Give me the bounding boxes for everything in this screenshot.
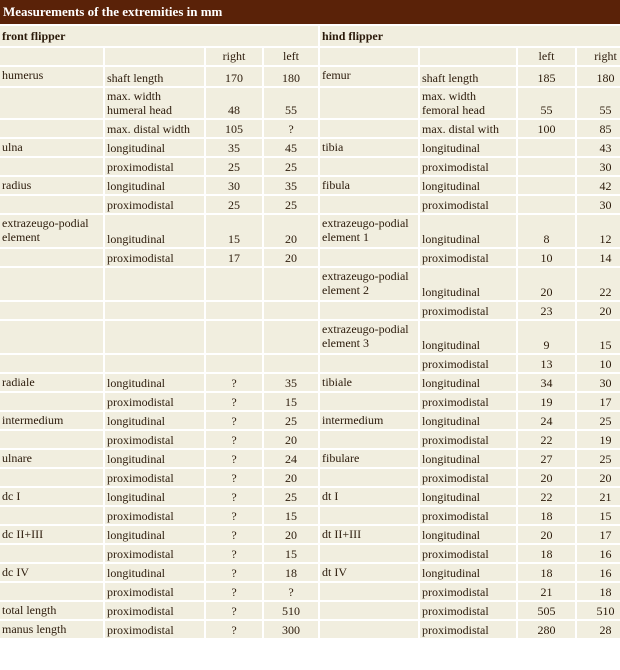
hind-left-value: 18 [518,564,575,581]
front-measure-cell: proximodistal [105,196,204,213]
hind-measure-cell: proximodistal [420,196,516,213]
table-row [0,450,620,467]
front-left-value: 24 [264,450,318,467]
front-bone-cell [0,431,103,448]
blank-cell [320,48,418,65]
hind-left-value: 505 [518,602,575,619]
table-row [0,431,620,448]
front-bone-cell: total length [0,602,103,619]
front-flipper-header: front flipper [0,26,318,46]
front-measure-cell: longitudinal [105,177,204,194]
hind-left-value: 20 [518,469,575,486]
front-measure-cell: max. distal width [105,120,204,137]
front-left-value [264,268,318,300]
front-col-right: right [206,48,262,65]
front-bone-cell: radius [0,177,103,194]
front-measure-cell: longitudinal [105,526,204,543]
hind-right-value: 55 [577,88,620,118]
hind-right-value: 20 [577,302,620,319]
hind-measure-cell: shaft length [420,67,516,86]
front-bone-cell [0,302,103,319]
front-bone-cell [0,88,103,118]
front-left-value: 20 [264,249,318,266]
table-row [0,526,620,543]
hind-measure-cell: proximodistal [420,302,516,319]
front-measure-cell: proximodistal [105,545,204,562]
hind-right-value: 30 [577,196,620,213]
front-left-value: 300 [264,621,318,638]
hind-right-value: 18 [577,583,620,600]
front-measure-cell: proximodistal [105,583,204,600]
hind-right-value: 14 [577,249,620,266]
front-measure-cell: longitudinal [105,215,204,247]
front-bone-cell: ulna [0,139,103,156]
hind-right-value: 28 [577,621,620,638]
front-bone-cell: ulnare [0,450,103,467]
front-right-value: ? [206,412,262,429]
hind-measure-cell: proximodistal [420,507,516,524]
hind-bone-cell: extrazeugo-podial element 2 [320,268,418,300]
table-row [0,158,620,175]
front-right-value: ? [206,583,262,600]
hind-bone-cell [320,393,418,410]
hind-left-value [518,177,575,194]
front-left-value: 35 [264,177,318,194]
hind-left-value: 27 [518,450,575,467]
hind-flipper-header: hind flipper [320,26,620,46]
front-bone-cell: manus length [0,621,103,638]
front-left-value: 25 [264,158,318,175]
front-right-value: ? [206,393,262,410]
hind-left-value [518,158,575,175]
hind-bone-cell [320,120,418,137]
hind-bone-cell [320,158,418,175]
hind-right-value: 510 [577,602,620,619]
hind-measure-cell: proximodistal [420,158,516,175]
front-bone-cell: extrazeugo-podial element [0,215,103,247]
front-left-value [264,302,318,319]
front-left-value: 20 [264,215,318,247]
table-row [0,215,620,247]
hind-col-right: right [577,48,620,65]
front-bone-cell [0,393,103,410]
front-right-value [206,321,262,353]
hind-measure-cell: proximodistal [420,355,516,372]
hind-left-value: 13 [518,355,575,372]
hind-left-value: 22 [518,488,575,505]
front-right-value: 15 [206,215,262,247]
column-header-row [0,48,620,65]
front-bone-cell [0,321,103,353]
front-left-value: 18 [264,564,318,581]
hind-right-value: 17 [577,393,620,410]
front-right-value: 35 [206,139,262,156]
hind-bone-cell: fibula [320,177,418,194]
front-measure-cell: proximodistal [105,431,204,448]
front-measure-cell: longitudinal [105,374,204,391]
hind-right-value: 180 [577,67,620,86]
front-bone-cell: humerus [0,67,103,86]
table-row [0,88,620,118]
front-right-value [206,355,262,372]
blank-cell [105,48,204,65]
front-left-value: ? [264,583,318,600]
front-measure-cell: proximodistal [105,393,204,410]
hind-measure-cell: longitudinal [420,488,516,505]
table-row [0,321,620,353]
front-right-value: 30 [206,177,262,194]
blank-cell [0,48,103,65]
table-row [0,545,620,562]
hind-bone-cell: dt I [320,488,418,505]
front-left-value [264,321,318,353]
hind-measure-cell: max. width femoral head [420,88,516,118]
hind-measure-cell: longitudinal [420,374,516,391]
front-measure-cell: max. width humeral head [105,88,204,118]
front-left-value: 45 [264,139,318,156]
hind-bone-cell [320,196,418,213]
front-right-value: ? [206,488,262,505]
front-right-value: 170 [206,67,262,86]
front-right-value: ? [206,469,262,486]
front-measure-cell: proximodistal [105,507,204,524]
hind-col-left: left [518,48,575,65]
front-right-value [206,268,262,300]
table-row [0,621,620,638]
hind-bone-cell: tibia [320,139,418,156]
front-bone-cell [0,120,103,137]
front-bone-cell [0,355,103,372]
front-right-value: 25 [206,158,262,175]
hind-bone-cell [320,469,418,486]
hind-left-value: 185 [518,67,575,86]
hind-measure-cell: max. distal with [420,120,516,137]
hind-right-value: 25 [577,450,620,467]
front-left-value: 180 [264,67,318,86]
hind-bone-cell [320,621,418,638]
hind-left-value [518,196,575,213]
hind-right-value: 12 [577,215,620,247]
front-measure-cell: longitudinal [105,450,204,467]
table-row [0,139,620,156]
table-row [0,412,620,429]
front-right-value: ? [206,564,262,581]
table-row [0,177,620,194]
front-measure-cell: proximodistal [105,158,204,175]
hind-bone-cell [320,355,418,372]
hind-right-value: 30 [577,158,620,175]
hind-left-value: 19 [518,393,575,410]
front-bone-cell: dc IV [0,564,103,581]
hind-right-value: 22 [577,268,620,300]
hind-bone-cell [320,431,418,448]
front-measure-cell: longitudinal [105,139,204,156]
hind-measure-cell: proximodistal [420,431,516,448]
front-right-value: ? [206,526,262,543]
hind-left-value: 20 [518,268,575,300]
front-bone-cell [0,507,103,524]
table-row [0,583,620,600]
front-left-value: 15 [264,545,318,562]
front-bone-cell [0,268,103,300]
hind-right-value: 15 [577,321,620,353]
front-bone-cell [0,196,103,213]
hind-right-value: 30 [577,374,620,391]
hind-left-value: 24 [518,412,575,429]
hind-bone-cell: tibiale [320,374,418,391]
hind-measure-cell: proximodistal [420,621,516,638]
front-left-value: 35 [264,374,318,391]
hind-left-value [518,139,575,156]
front-left-value: 15 [264,507,318,524]
hind-bone-cell: femur [320,67,418,86]
hind-left-value: 18 [518,545,575,562]
hind-measure-cell: longitudinal [420,177,516,194]
front-left-value: 55 [264,88,318,118]
hind-right-value: 15 [577,507,620,524]
hind-bone-cell: dt II+III [320,526,418,543]
front-bone-cell: radiale [0,374,103,391]
front-bone-cell [0,158,103,175]
hind-right-value: 17 [577,526,620,543]
hind-left-value: 20 [518,526,575,543]
table-row [0,374,620,391]
table-row [0,393,620,410]
hind-left-value: 280 [518,621,575,638]
hind-left-value: 21 [518,583,575,600]
front-right-value: ? [206,545,262,562]
front-bone-cell [0,583,103,600]
front-right-value: ? [206,621,262,638]
hind-bone-cell [320,302,418,319]
hind-bone-cell [320,583,418,600]
hind-left-value: 23 [518,302,575,319]
front-measure-cell: proximodistal [105,602,204,619]
front-measure-cell: shaft length [105,67,204,86]
front-measure-cell [105,355,204,372]
front-right-value [206,302,262,319]
front-right-value: ? [206,374,262,391]
hind-left-value: 9 [518,321,575,353]
hind-right-value: 42 [577,177,620,194]
front-left-value: 20 [264,526,318,543]
table-row [0,302,620,319]
hind-right-value: 16 [577,564,620,581]
front-measure-cell: longitudinal [105,488,204,505]
section-header-row [0,26,620,46]
front-right-value: ? [206,450,262,467]
table-row [0,564,620,581]
hind-right-value: 20 [577,469,620,486]
table-row [0,67,620,86]
front-right-value: ? [206,602,262,619]
hind-measure-cell: proximodistal [420,469,516,486]
front-right-value: ? [206,507,262,524]
table-row [0,268,620,300]
table-row [0,355,620,372]
front-left-value: 25 [264,412,318,429]
front-measure-cell: proximodistal [105,621,204,638]
measurements-table [0,24,620,640]
hind-measure-cell: longitudinal [420,321,516,353]
hind-measure-cell: longitudinal [420,412,516,429]
front-measure-cell: proximodistal [105,249,204,266]
front-bone-cell [0,545,103,562]
hind-right-value: 85 [577,120,620,137]
front-measure-cell [105,302,204,319]
hind-right-value: 16 [577,545,620,562]
front-bone-cell [0,249,103,266]
hind-measure-cell: longitudinal [420,215,516,247]
front-left-value: 25 [264,196,318,213]
hind-bone-cell [320,88,418,118]
hind-right-value: 25 [577,412,620,429]
hind-left-value: 8 [518,215,575,247]
front-right-value: ? [206,431,262,448]
hind-left-value: 22 [518,431,575,448]
front-measure-cell: longitudinal [105,412,204,429]
table-row [0,469,620,486]
hind-measure-cell: longitudinal [420,268,516,300]
hind-measure-cell: proximodistal [420,249,516,266]
hind-measure-cell: longitudinal [420,450,516,467]
hind-right-value: 10 [577,355,620,372]
table-row [0,120,620,137]
hind-left-value: 18 [518,507,575,524]
hind-measure-cell: proximodistal [420,602,516,619]
front-left-value: 510 [264,602,318,619]
hind-left-value: 10 [518,249,575,266]
front-right-value: 105 [206,120,262,137]
front-measure-cell [105,321,204,353]
hind-measure-cell: proximodistal [420,393,516,410]
hind-measure-cell: proximodistal [420,583,516,600]
hind-bone-cell: extrazeugo-podial element 1 [320,215,418,247]
table-row [0,602,620,619]
front-measure-cell: proximodistal [105,469,204,486]
table-row [0,249,620,266]
front-left-value [264,355,318,372]
front-right-value: 17 [206,249,262,266]
front-right-value: 25 [206,196,262,213]
hind-bone-cell [320,545,418,562]
hind-bone-cell [320,507,418,524]
front-bone-cell [0,469,103,486]
hind-bone-cell [320,602,418,619]
hind-bone-cell: extrazeugo-podial element 3 [320,321,418,353]
table-row [0,488,620,505]
hind-measure-cell: longitudinal [420,564,516,581]
front-left-value: 20 [264,431,318,448]
front-left-value: 20 [264,469,318,486]
hind-left-value: 34 [518,374,575,391]
front-left-value: ? [264,120,318,137]
hind-right-value: 19 [577,431,620,448]
hind-right-value: 43 [577,139,620,156]
table-title: Measurements of the extremities in mm [0,0,620,24]
table-body [0,26,620,638]
hind-measure-cell: longitudinal [420,139,516,156]
front-left-value: 15 [264,393,318,410]
front-col-left: left [264,48,318,65]
hind-bone-cell [320,249,418,266]
front-left-value: 25 [264,488,318,505]
front-bone-cell: dc II+III [0,526,103,543]
blank-cell [420,48,516,65]
front-measure-cell: longitudinal [105,564,204,581]
hind-bone-cell: dt IV [320,564,418,581]
hind-bone-cell: intermedium [320,412,418,429]
front-right-value: 48 [206,88,262,118]
hind-measure-cell: longitudinal [420,526,516,543]
table-row [0,196,620,213]
hind-left-value: 55 [518,88,575,118]
front-bone-cell: intermedium [0,412,103,429]
front-measure-cell [105,268,204,300]
hind-bone-cell: fibulare [320,450,418,467]
table-row [0,507,620,524]
hind-measure-cell: proximodistal [420,545,516,562]
hind-left-value: 100 [518,120,575,137]
front-bone-cell: dc I [0,488,103,505]
hind-right-value: 21 [577,488,620,505]
